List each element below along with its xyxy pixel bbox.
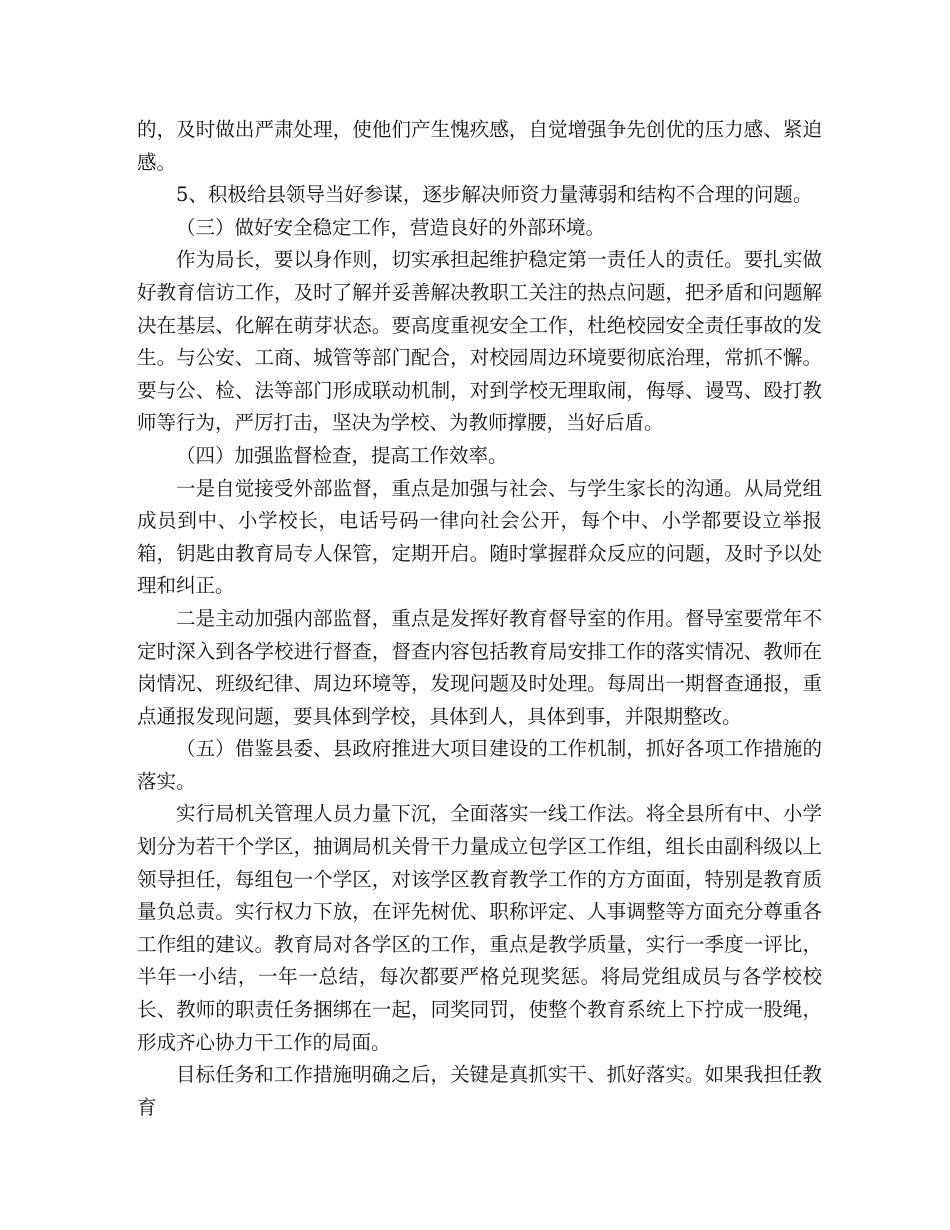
paragraph-continuation: 的，及时做出严肃处理，使他们产生愧疚感，自觉增强争先创优的压力感、紧迫感。 xyxy=(137,118,822,174)
document-body xyxy=(137,114,822,1124)
section-heading-3: （三）做好安全稳定工作，营造良好的外部环境。 xyxy=(176,215,606,239)
section-heading-4: （四）加强监督检查，提高工作效率。 xyxy=(176,443,508,467)
paragraph-item-5: 5、积极给县领导当好参谋，逐步解决师资力量薄弱和结构不合理的问题。 xyxy=(176,183,813,207)
paragraph-frontline-work: 实行局机关管理人员力量下沉，全面落实一线工作法。将全县所有中、小学划分为若干个学区，抽调局机关骨干力量成立包学区工作组，组长由副科级以上领导担任，每组包一个学区，对该学区教育教学工作的方方面面，特别是教育质量负总责。实行权力下放，在评先树优、职称评定、人事调整等方面充分尊重各工作组的建议。教育局对各学区的工作，重点是教学质量，实行一季度一评比，半年一小结，一年一总结，每次都要严格兑现奖惩。将局党组成员与各学校校长、教师的职责任务捆绑在一起，同奖同罚，使整个教育系统上下拧成一股绳，形成齐心协力干工作的局面。 xyxy=(137,802,822,1054)
section-heading-5: （五）借鉴县委、县政府推进大项目建设的工作机制，抓好各项工作措施的落实。 xyxy=(137,737,822,793)
paragraph-safety: 作为局长，要以身作则，切实承担起维护稳定第一责任人的责任。要扎实做好教育信访工作，及时了解并妥善解决教职工关注的热点问题，把矛盾和问题解决在基层、化解在萌芽状态。要高度重视安全工作，杜绝校园安全责任事故的发生。与公安、工商、城管等部门配合，对校园周边环境要彻底治理，常抓不懈。要与公、检、法等部门形成联动机制，对到学校无理取闹，侮辱、谩骂、殴打教师等行为，严厉打击，坚决为学校、为教师撑腰，当好后盾。 xyxy=(137,248,822,435)
paragraph-implementation: 目标任务和工作措施明确之后，关键是真抓实干、抓好落实。如果我担任教育 xyxy=(137,1063,822,1119)
paragraph-internal-supervision: 二是主动加强内部监督，重点是发挥好教育督导室的作用。督导室要常年不定时深入到各学校进行督查，督查内容包括教育局安排工作的落实情况、教师在岗情况、班级纪律、周边环境等，发现问题及时处理。每周出一期督查通报，重点通报发现问题，要具体到学校，具体到人，具体到事，并限期整改。 xyxy=(137,606,822,728)
paragraph-external-supervision: 一是自觉接受外部监督，重点是加强与社会、与学生家长的沟通。从局党组成员到中、小学校长，电话号码一律向社会公开，每个中、小学都要设立举报箱，钥匙由教育局专人保管，定期开启。随时掌握群众反应的问题，及时予以处理和纠正。 xyxy=(137,476,822,598)
